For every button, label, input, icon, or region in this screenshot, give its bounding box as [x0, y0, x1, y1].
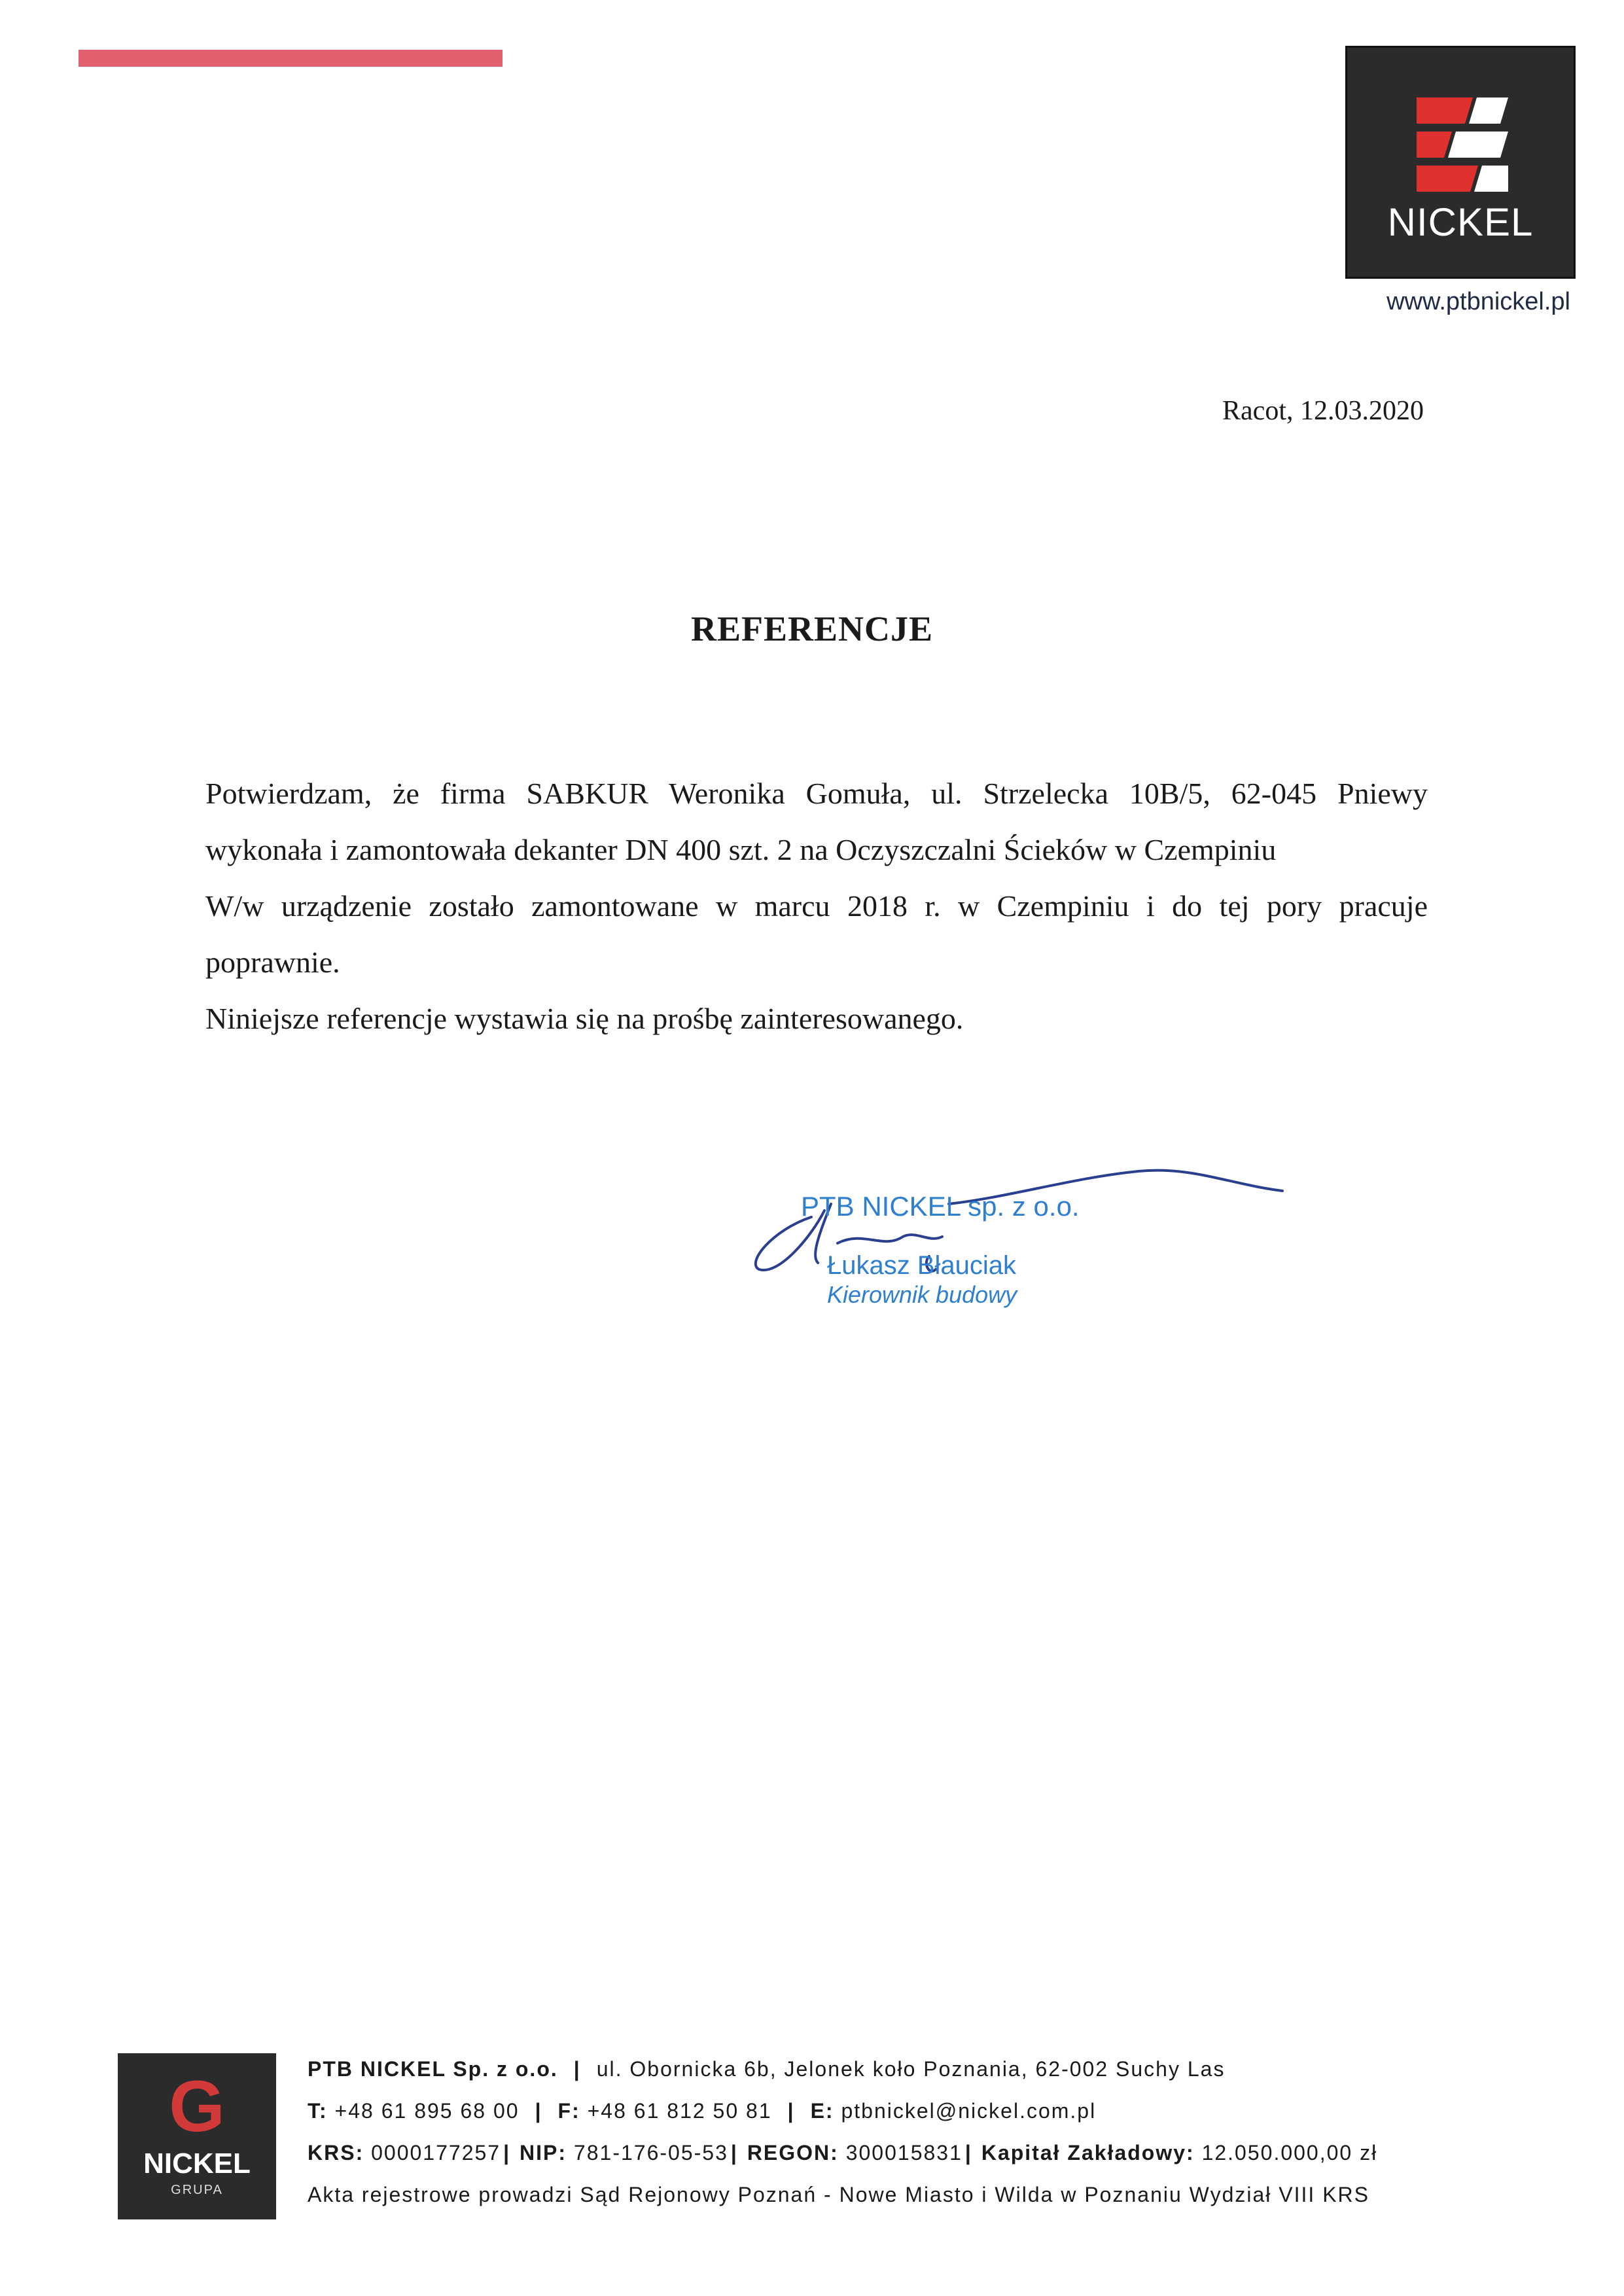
- footer-fax-label: F:: [557, 2099, 580, 2123]
- footer-krs: 0000177257: [371, 2141, 501, 2164]
- footer-row-company: [308, 2048, 1551, 2090]
- footer-capital: 12.050.000,00 zł: [1201, 2141, 1378, 2164]
- body-line: poprawnie.: [205, 945, 340, 979]
- footer-regon: 300015831: [845, 2141, 962, 2164]
- footer-krs-label: KRS:: [308, 2141, 364, 2164]
- document-title: REFERENCJE: [690, 609, 934, 648]
- footer-info: [308, 2048, 1551, 2216]
- footer-fax: +48 61 812 50 81: [587, 2099, 772, 2123]
- footer-separator: |: [503, 2141, 511, 2164]
- footer-separator: |: [964, 2141, 972, 2164]
- body-line: W/w urządzenie zostało zamontowane w marcu 2018 r. w Czempiniu i do tej pory pracuje: [205, 889, 1428, 923]
- footer-address: ul. Obornicka 6b, Jelonek koło Poznania, 62-002 Suchy Las: [596, 2057, 1226, 2081]
- footer-nip-label: NIP:: [520, 2141, 567, 2164]
- stamp-role: Kierownik budowy: [827, 1281, 1017, 1308]
- grupa-logo-name: NICKEL: [143, 2147, 251, 2180]
- footer-tel[interactable]: +48 61 895 68 00: [334, 2099, 520, 2123]
- footer-separator: |: [535, 2099, 542, 2123]
- website-url[interactable]: www.ptbnickel.pl: [1386, 288, 1570, 315]
- stamp-name: Łukasz Błauciak: [827, 1251, 1017, 1280]
- footer-separator: |: [573, 2057, 581, 2081]
- footer-email[interactable]: ptbnickel@nickel.com.pl: [841, 2099, 1097, 2123]
- body-line: Niniejsze referencje wystawia się na prośbę zainteresowanego.: [205, 1002, 964, 1035]
- grupa-logo-letter: G: [169, 2066, 225, 2147]
- footer-tel-label: T:: [308, 2099, 328, 2123]
- header-accent-bar: [79, 50, 503, 67]
- footer-capital-label: Kapitał Zakładowy:: [981, 2141, 1195, 2164]
- footer-separator: |: [787, 2099, 795, 2123]
- footer-nip: 781-176-05-53: [573, 2141, 728, 2164]
- stamp-company: PTB NICKEL sp. z o.o.: [801, 1191, 1080, 1222]
- footer-row-registry-ids: [308, 2132, 1551, 2174]
- footer-company: PTB NICKEL Sp. z o.o.: [308, 2057, 558, 2081]
- grupa-nickel-logo: [118, 2053, 276, 2219]
- nickel-logo-mark-icon: [1347, 48, 1578, 281]
- footer-email-label: E:: [810, 2099, 834, 2123]
- company-stamp: [733, 1165, 1296, 1328]
- footer-registry: Akta rejestrowe prowadzi Sąd Rejonowy Poznań - Nowe Miasto i Wilda w Poznaniu Wydział VIII KRS: [308, 2183, 1369, 2206]
- footer-regon-label: REGON:: [747, 2141, 839, 2164]
- body-line: wykonała i zamontowała dekanter DN 400 szt. 2 na Oczyszczalni Ścieków w Czempiniu: [205, 833, 1277, 866]
- footer-row-contact: [308, 2090, 1551, 2132]
- grupa-logo-sub: GRUPA: [171, 2183, 223, 2197]
- date-line: Racot, 12.03.2020: [1222, 396, 1424, 426]
- letter-body: [205, 766, 1428, 1047]
- body-line: Potwierdzam, że firma SABKUR Weronika Gomuła, ul. Strzelecka 10B/5, 62-045 Pniewy: [205, 777, 1428, 810]
- logo-text: NICKEL: [1387, 200, 1534, 244]
- footer-separator: |: [730, 2141, 738, 2164]
- nickel-logo: [1345, 46, 1576, 279]
